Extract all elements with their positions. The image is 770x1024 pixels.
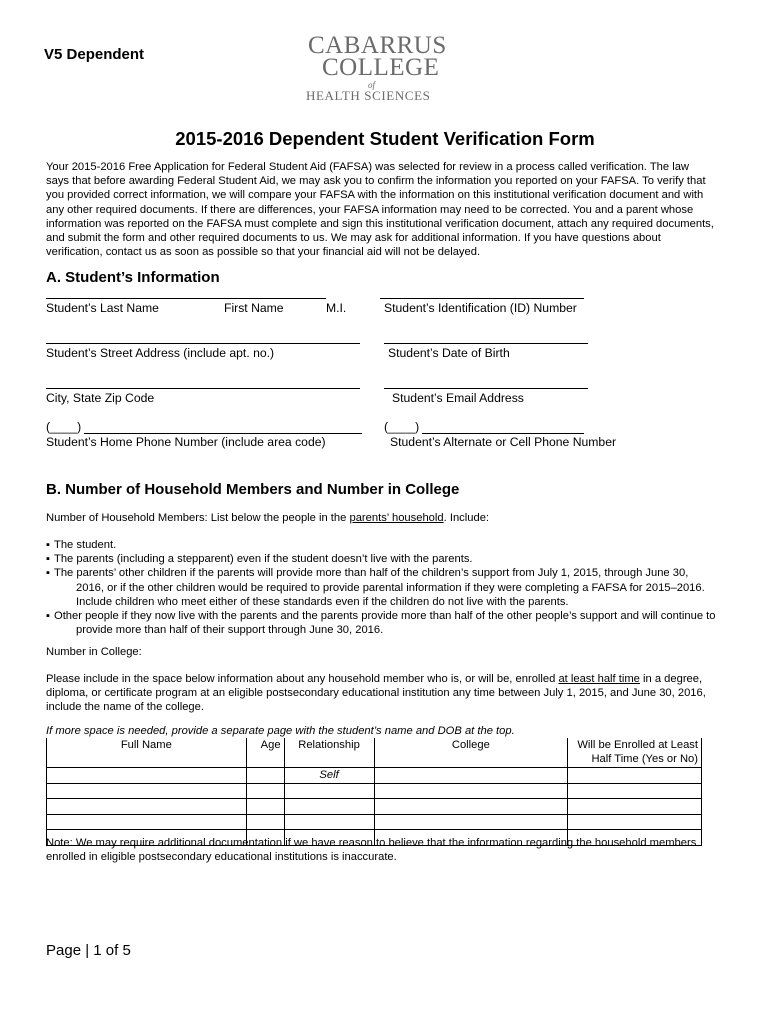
list-item bbox=[46, 566, 736, 609]
section-a-title: A. Student’s Information bbox=[46, 269, 220, 286]
bullet-text: Other people if they now live with the parents and the parents provide more than half of the other people’s support and will continue to bbox=[54, 610, 716, 623]
full-name-cell[interactable] bbox=[47, 814, 247, 830]
college-intro-text: Please include in the space below information about any household member who is, or will be, enrolled bbox=[46, 673, 559, 685]
table-row bbox=[47, 799, 702, 815]
page-number: Page | 1 of 5 bbox=[46, 942, 131, 959]
full-name-cell[interactable] bbox=[47, 799, 247, 815]
logo-line-3: HEALTH SCIENCES bbox=[306, 88, 431, 103]
bullet-text: The parents’ other children if the parents will provide more than half of the children’s support from July 1, 2015, through June 30, bbox=[54, 567, 689, 580]
intro-line: says that before awarding Federal Student Aid, we may ask you to confirm the information you reported on your FAFSA. To verify that bbox=[46, 175, 706, 188]
household-college-table bbox=[46, 738, 702, 846]
home-phone-field[interactable] bbox=[84, 433, 362, 434]
home-phone-area-code: (____) bbox=[46, 420, 82, 434]
relationship-cell: Self bbox=[284, 768, 374, 784]
table-row bbox=[47, 768, 702, 784]
alt-phone-label: Student’s Alternate or Cell Phone Number bbox=[390, 435, 617, 449]
section-b-title: B. Number of Household Members and Number in College bbox=[46, 481, 460, 498]
age-cell[interactable] bbox=[246, 768, 284, 784]
dob-label: Student’s Date of Birth bbox=[388, 346, 510, 360]
mi-label: M.I. bbox=[326, 301, 347, 315]
more-space-note: If more space is needed, provide a separate page with the student’s name and DOB at the top. bbox=[46, 725, 515, 737]
bullet-icon: ▪ bbox=[46, 567, 50, 580]
table-row bbox=[47, 814, 702, 830]
relationship-cell[interactable] bbox=[284, 799, 374, 815]
list-item bbox=[46, 609, 736, 637]
college-intro-line: diploma, or certificate program at an eligible postsecondary educational institution any time between July 1, 2015, and June 30, 2016, bbox=[46, 687, 706, 700]
city-state-zip-label: City, State Zip Code bbox=[46, 391, 155, 405]
parents-household-term: parents’ household bbox=[349, 512, 444, 524]
list-item bbox=[46, 552, 736, 566]
note-line: Note: We may require additional documentation if we have reason to believe that the information regarding the household members bbox=[46, 837, 697, 849]
header-college: College bbox=[374, 738, 568, 768]
bullet-text: The student. bbox=[54, 539, 117, 551]
last-name-label: Student’s Last Name bbox=[46, 301, 159, 315]
relationship-cell[interactable] bbox=[284, 814, 374, 830]
table-row bbox=[47, 783, 702, 799]
page-title: 2015-2016 Dependent Student Verification Form bbox=[175, 128, 595, 149]
email-field[interactable] bbox=[384, 388, 588, 389]
number-in-college-label: Number in College: bbox=[46, 646, 142, 658]
list-item bbox=[46, 538, 736, 552]
bullet-text-continued: Include children who meet either of these standards even if the children do not live with the parents. bbox=[76, 595, 569, 608]
intro-paragraph bbox=[46, 160, 726, 259]
household-members-intro bbox=[46, 511, 489, 525]
full-name-cell[interactable] bbox=[47, 783, 247, 799]
college-cell[interactable] bbox=[374, 814, 568, 830]
bullet-icon: ▪ bbox=[46, 610, 50, 623]
student-id-label: Student’s Identification (ID) Number bbox=[384, 301, 577, 315]
form-version-label: V5 Dependent bbox=[44, 46, 145, 63]
intro-line: any other required documents. If there are differences, your FAFSA information may need to be corrected. You and a parent whose bbox=[46, 203, 694, 216]
relationship-cell[interactable] bbox=[284, 783, 374, 799]
full-name-cell[interactable] bbox=[47, 768, 247, 784]
street-address-label: Student’s Street Address (include apt. no.) bbox=[46, 346, 275, 360]
intro-line: Your 2015-2016 Free Application for Federal Student Aid (FAFSA) was selected for review in a process called verification. The law bbox=[46, 161, 689, 173]
student-id-field[interactable] bbox=[380, 298, 584, 299]
household-intro-text: Number of Household Members: List below the people in the bbox=[46, 512, 350, 524]
header-enrolled-half-time: Will be Enrolled at Least Half Time (Yes or No) bbox=[568, 738, 702, 768]
household-bullet-list bbox=[46, 538, 736, 637]
student-name-field[interactable] bbox=[46, 298, 326, 299]
bullet-icon: ▪ bbox=[46, 553, 50, 566]
intro-line: you provided correct information, we will compare your FAFSA with the information on this institutional verification document and with bbox=[46, 189, 704, 202]
intro-line: and submit the form and other required documents to us. We may ask for additional information. If you have questions about bbox=[46, 232, 661, 245]
age-cell[interactable] bbox=[246, 783, 284, 799]
bullet-text-continued: provide more than half of their support through June 30, 2016. bbox=[76, 624, 384, 637]
age-cell[interactable] bbox=[246, 799, 284, 815]
note-line: enrolled in eligible postsecondary educational institutions is inaccurate. bbox=[46, 851, 397, 864]
city-state-zip-field[interactable] bbox=[46, 388, 360, 389]
bullet-text-continued: 2016, or if the other children would be required to provide parental information if they were completing a FAFSA for 2015–2016. bbox=[76, 581, 705, 594]
enrolled-cell[interactable] bbox=[568, 783, 702, 799]
intro-line: information was reported on the FAFSA must complete and sign this institutional verification document, attach any required documents, bbox=[46, 217, 714, 230]
logo-line-1: CABARRUS bbox=[308, 32, 447, 59]
age-cell[interactable] bbox=[246, 814, 284, 830]
enrolled-cell[interactable] bbox=[568, 768, 702, 784]
college-logo bbox=[300, 28, 448, 104]
college-intro-line bbox=[46, 672, 736, 686]
header-relationship: Relationship bbox=[284, 738, 374, 768]
home-phone-label: Student’s Home Phone Number (include area code) bbox=[46, 435, 326, 449]
header-full-name: Full Name bbox=[47, 738, 247, 768]
college-cell[interactable] bbox=[374, 768, 568, 784]
household-intro-end: . Include: bbox=[443, 512, 490, 524]
logo-line-2: COLLEGE bbox=[322, 54, 440, 81]
bullet-icon: ▪ bbox=[46, 539, 50, 551]
logo-of: of bbox=[368, 80, 376, 90]
intro-line: verification, contact us as soon as possible so that your financial aid will not be delayed. bbox=[46, 246, 481, 259]
college-intro-paragraph bbox=[46, 672, 736, 715]
dob-field[interactable] bbox=[384, 343, 588, 344]
alt-phone-field[interactable] bbox=[422, 433, 584, 434]
first-name-label: First Name bbox=[224, 301, 284, 315]
street-address-field[interactable] bbox=[46, 343, 360, 344]
email-label: Student’s Email Address bbox=[392, 391, 524, 405]
alt-phone-area-code: (____) bbox=[384, 420, 420, 434]
college-cell[interactable] bbox=[374, 799, 568, 815]
college-cell[interactable] bbox=[374, 783, 568, 799]
header-age: Age bbox=[246, 738, 284, 768]
enrolled-cell[interactable] bbox=[568, 799, 702, 815]
college-intro-line: include the name of the college. bbox=[46, 701, 204, 714]
enrolled-cell[interactable] bbox=[568, 814, 702, 830]
half-time-term: at least half time bbox=[558, 673, 640, 685]
documentation-note bbox=[46, 836, 736, 864]
bullet-text: The parents (including a stepparent) even if the student doesn’t live with the parents. bbox=[54, 553, 473, 566]
college-intro-text-end: in a degree, bbox=[639, 673, 703, 685]
